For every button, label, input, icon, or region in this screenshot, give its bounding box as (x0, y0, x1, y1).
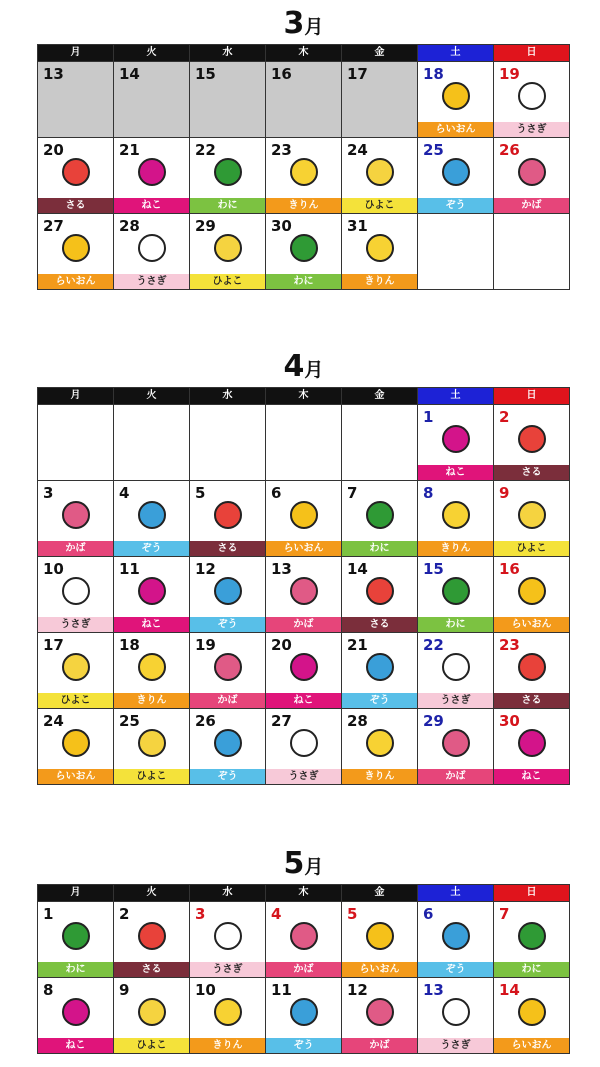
day-cell (38, 214, 114, 290)
animal-label: かば (38, 541, 113, 556)
day-cell (418, 709, 494, 785)
animal-label: わに (38, 962, 113, 977)
day-cell (114, 709, 190, 785)
weekday-header: 火 (114, 885, 190, 902)
day-cell (114, 62, 190, 138)
animal-label: かば (342, 1038, 417, 1053)
day-cell (38, 481, 114, 557)
monkey-icon (138, 922, 166, 950)
chick-icon (138, 729, 166, 757)
hippo-icon (518, 158, 546, 186)
weekday-header: 土 (418, 885, 494, 902)
day-cell (342, 481, 418, 557)
animal-label: かば (190, 693, 265, 708)
day-cell (266, 214, 342, 290)
animal-label: わに (494, 962, 569, 977)
day-cell (38, 978, 114, 1054)
day-cell (418, 902, 494, 978)
crocodile-icon (442, 577, 470, 605)
month-unit: 月 (304, 856, 324, 878)
rabbit-icon (62, 577, 90, 605)
day-cell (266, 557, 342, 633)
day-number: 17 (43, 636, 64, 654)
month-title (37, 844, 570, 884)
day-number: 8 (43, 981, 54, 999)
animal-label: ぞう (190, 769, 265, 784)
day-number: 4 (271, 905, 282, 923)
day-cell (190, 481, 266, 557)
day-cell (38, 709, 114, 785)
calendar-march (37, 4, 570, 290)
day-cell (190, 633, 266, 709)
chick-icon (366, 158, 394, 186)
monkey-icon (214, 501, 242, 529)
day-cell (114, 557, 190, 633)
empty-day-cell (266, 405, 342, 481)
monkey-icon (62, 158, 90, 186)
day-number: 14 (119, 65, 140, 83)
animal-label: らいおん (418, 122, 493, 137)
day-cell (418, 62, 494, 138)
chick-icon (214, 234, 242, 262)
animal-label: ぞう (418, 962, 493, 977)
cat-icon (442, 425, 470, 453)
day-cell (494, 138, 570, 214)
day-cell (114, 481, 190, 557)
day-cell (38, 62, 114, 138)
crocodile-icon (214, 158, 242, 186)
day-cell (266, 62, 342, 138)
animal-label: らいおん (342, 962, 417, 977)
day-number: 1 (43, 905, 54, 923)
animal-label: わに (342, 541, 417, 556)
giraffe-icon (214, 998, 242, 1026)
day-cell (494, 557, 570, 633)
day-cell (418, 978, 494, 1054)
day-cell (190, 902, 266, 978)
day-number: 10 (43, 560, 64, 578)
animal-label: わに (266, 274, 341, 289)
day-cell (418, 557, 494, 633)
day-cell (114, 633, 190, 709)
animal-label: ぞう (266, 1038, 341, 1053)
day-cell (342, 902, 418, 978)
animal-label: きりん (190, 1038, 265, 1053)
day-cell (494, 481, 570, 557)
rabbit-icon (214, 922, 242, 950)
weekday-header: 水 (190, 388, 266, 405)
day-cell (342, 138, 418, 214)
weekday-header: 火 (114, 388, 190, 405)
elephant-icon (138, 501, 166, 529)
giraffe-icon (366, 729, 394, 757)
day-number: 26 (499, 141, 520, 159)
day-cell (38, 633, 114, 709)
crocodile-icon (290, 234, 318, 262)
calendar-grid (37, 884, 570, 1054)
day-number: 15 (195, 65, 216, 83)
elephant-icon (366, 653, 394, 681)
cat-icon (138, 577, 166, 605)
weekday-header: 日 (494, 885, 570, 902)
month-number: 3 (283, 6, 305, 41)
month-number: 4 (283, 349, 305, 384)
empty-day-cell (494, 214, 570, 290)
day-number: 18 (119, 636, 140, 654)
day-number: 19 (195, 636, 216, 654)
lion-icon (62, 234, 90, 262)
animal-label: らいおん (266, 541, 341, 556)
month-unit: 月 (304, 359, 324, 381)
crocodile-icon (62, 922, 90, 950)
animal-label: きりん (418, 541, 493, 556)
weekday-header: 金 (342, 388, 418, 405)
weekday-header: 水 (190, 45, 266, 62)
animal-label: かば (266, 617, 341, 632)
day-number: 16 (271, 65, 292, 83)
animal-label: さる (494, 465, 569, 480)
chick-icon (518, 501, 546, 529)
day-number: 21 (347, 636, 368, 654)
day-number: 7 (499, 905, 510, 923)
giraffe-icon (290, 158, 318, 186)
weekday-header: 日 (494, 45, 570, 62)
animal-label: きりん (342, 769, 417, 784)
day-number: 24 (43, 712, 64, 730)
empty-day-cell (190, 405, 266, 481)
day-number: 9 (119, 981, 130, 999)
animal-label: きりん (342, 274, 417, 289)
calendar-grid (37, 387, 570, 785)
day-number: 21 (119, 141, 140, 159)
day-number: 22 (195, 141, 216, 159)
cat-icon (518, 729, 546, 757)
weekday-header: 月 (38, 388, 114, 405)
hippo-icon (442, 729, 470, 757)
day-number: 3 (43, 484, 54, 502)
day-cell (266, 709, 342, 785)
day-cell (418, 405, 494, 481)
hippo-icon (290, 577, 318, 605)
day-cell (190, 709, 266, 785)
animal-label: ひよこ (190, 274, 265, 289)
day-cell (418, 138, 494, 214)
animal-label: ねこ (38, 1038, 113, 1053)
day-number: 29 (423, 712, 444, 730)
weekday-header: 土 (418, 388, 494, 405)
rabbit-icon (138, 234, 166, 262)
day-cell (494, 62, 570, 138)
day-cell (342, 633, 418, 709)
day-number: 5 (195, 484, 206, 502)
animal-label: ねこ (494, 769, 569, 784)
day-number: 12 (347, 981, 368, 999)
rabbit-icon (442, 653, 470, 681)
animal-label: さる (342, 617, 417, 632)
animal-label: さる (114, 962, 189, 977)
weekday-header: 土 (418, 45, 494, 62)
day-number: 27 (271, 712, 292, 730)
day-cell (342, 709, 418, 785)
day-cell (418, 633, 494, 709)
day-cell (266, 978, 342, 1054)
hippo-icon (62, 501, 90, 529)
weekday-header: 木 (266, 45, 342, 62)
animal-label: かば (418, 769, 493, 784)
day-number: 13 (43, 65, 64, 83)
rabbit-icon (442, 998, 470, 1026)
day-number: 4 (119, 484, 130, 502)
cat-icon (138, 158, 166, 186)
giraffe-icon (138, 653, 166, 681)
animal-label: ねこ (114, 198, 189, 213)
animal-label: うさぎ (38, 617, 113, 632)
day-number: 7 (347, 484, 358, 502)
day-cell (342, 214, 418, 290)
day-number: 9 (499, 484, 510, 502)
month-unit: 月 (304, 16, 324, 38)
animal-label: さる (190, 541, 265, 556)
day-number: 31 (347, 217, 368, 235)
month-number: 5 (283, 846, 305, 881)
day-cell (266, 902, 342, 978)
elephant-icon (442, 158, 470, 186)
animal-label: うさぎ (114, 274, 189, 289)
weekday-header: 金 (342, 45, 418, 62)
animal-label: かば (266, 962, 341, 977)
day-number: 23 (499, 636, 520, 654)
day-number: 1 (423, 408, 434, 426)
calendar-may (37, 844, 570, 1054)
day-cell (342, 978, 418, 1054)
lion-icon (62, 729, 90, 757)
animal-label: ねこ (418, 465, 493, 480)
animal-label: きりん (266, 198, 341, 213)
day-number: 28 (347, 712, 368, 730)
day-cell (114, 214, 190, 290)
day-number: 24 (347, 141, 368, 159)
animal-label: うさぎ (418, 693, 493, 708)
day-number: 5 (347, 905, 358, 923)
day-cell (494, 405, 570, 481)
chick-icon (138, 998, 166, 1026)
hippo-icon (214, 653, 242, 681)
lion-icon (366, 922, 394, 950)
day-number: 2 (119, 905, 130, 923)
monkey-icon (518, 425, 546, 453)
day-cell (114, 902, 190, 978)
day-number: 6 (423, 905, 434, 923)
weekday-header: 金 (342, 885, 418, 902)
day-number: 22 (423, 636, 444, 654)
day-number: 25 (423, 141, 444, 159)
weekday-header: 木 (266, 388, 342, 405)
day-number: 19 (499, 65, 520, 83)
month-title (37, 347, 570, 387)
day-number: 26 (195, 712, 216, 730)
giraffe-icon (366, 234, 394, 262)
day-number: 30 (271, 217, 292, 235)
animal-label: ぞう (114, 541, 189, 556)
animal-label: うさぎ (190, 962, 265, 977)
day-cell (266, 481, 342, 557)
animal-label: ぞう (342, 693, 417, 708)
elephant-icon (214, 577, 242, 605)
day-number: 8 (423, 484, 434, 502)
empty-day-cell (418, 214, 494, 290)
day-cell (38, 138, 114, 214)
day-number: 20 (43, 141, 64, 159)
animal-label: ひよこ (114, 769, 189, 784)
day-number: 17 (347, 65, 368, 83)
day-number: 6 (271, 484, 282, 502)
lion-icon (442, 82, 470, 110)
day-cell (114, 138, 190, 214)
animal-label: さる (494, 693, 569, 708)
animal-label: ねこ (114, 617, 189, 632)
animal-label: ひよこ (494, 541, 569, 556)
lion-icon (518, 998, 546, 1026)
day-cell (38, 557, 114, 633)
empty-day-cell (114, 405, 190, 481)
animal-label: ぞう (418, 198, 493, 213)
day-number: 11 (271, 981, 292, 999)
lion-icon (290, 501, 318, 529)
weekday-header: 水 (190, 885, 266, 902)
rabbit-icon (518, 82, 546, 110)
animal-label: うさぎ (494, 122, 569, 137)
weekday-header: 火 (114, 45, 190, 62)
weekday-header: 木 (266, 885, 342, 902)
animal-label: わに (190, 198, 265, 213)
day-cell (190, 557, 266, 633)
day-number: 20 (271, 636, 292, 654)
animal-label: らいおん (494, 617, 569, 632)
day-cell (190, 62, 266, 138)
day-number: 14 (499, 981, 520, 999)
elephant-icon (442, 922, 470, 950)
empty-day-cell (342, 405, 418, 481)
month-title (37, 4, 570, 44)
day-cell (38, 902, 114, 978)
day-number: 10 (195, 981, 216, 999)
weekday-header: 日 (494, 388, 570, 405)
day-cell (494, 978, 570, 1054)
animal-label: らいおん (38, 769, 113, 784)
day-number: 18 (423, 65, 444, 83)
animal-label: ひよこ (114, 1038, 189, 1053)
animal-label: きりん (114, 693, 189, 708)
day-cell (342, 557, 418, 633)
day-cell (418, 481, 494, 557)
day-number: 13 (271, 560, 292, 578)
day-cell (342, 62, 418, 138)
day-number: 12 (195, 560, 216, 578)
rabbit-icon (290, 729, 318, 757)
crocodile-icon (366, 501, 394, 529)
day-cell (266, 633, 342, 709)
day-cell (494, 709, 570, 785)
day-number: 27 (43, 217, 64, 235)
animal-label: うさぎ (266, 769, 341, 784)
day-cell (190, 978, 266, 1054)
day-number: 3 (195, 905, 206, 923)
day-number: 23 (271, 141, 292, 159)
day-cell (266, 138, 342, 214)
day-number: 14 (347, 560, 368, 578)
animal-label: らいおん (494, 1038, 569, 1053)
animal-label: さる (38, 198, 113, 213)
empty-day-cell (38, 405, 114, 481)
animal-label: かば (494, 198, 569, 213)
chick-icon (62, 653, 90, 681)
animal-label: らいおん (38, 274, 113, 289)
day-cell (190, 138, 266, 214)
day-number: 30 (499, 712, 520, 730)
elephant-icon (214, 729, 242, 757)
lion-icon (518, 577, 546, 605)
elephant-icon (290, 998, 318, 1026)
day-cell (494, 633, 570, 709)
day-number: 28 (119, 217, 140, 235)
day-cell (494, 902, 570, 978)
day-number: 2 (499, 408, 510, 426)
hippo-icon (366, 998, 394, 1026)
giraffe-icon (442, 501, 470, 529)
day-number: 25 (119, 712, 140, 730)
animal-label: うさぎ (418, 1038, 493, 1053)
hippo-icon (290, 922, 318, 950)
day-number: 29 (195, 217, 216, 235)
day-number: 13 (423, 981, 444, 999)
monkey-icon (366, 577, 394, 605)
day-cell (114, 978, 190, 1054)
calendar-grid (37, 44, 570, 290)
weekday-header: 月 (38, 885, 114, 902)
crocodile-icon (518, 922, 546, 950)
animal-label: ねこ (266, 693, 341, 708)
weekday-header: 月 (38, 45, 114, 62)
day-number: 15 (423, 560, 444, 578)
calendar-april (37, 347, 570, 785)
day-number: 16 (499, 560, 520, 578)
monkey-icon (518, 653, 546, 681)
cat-icon (62, 998, 90, 1026)
animal-label: わに (418, 617, 493, 632)
animal-label: ひよこ (342, 198, 417, 213)
day-cell (190, 214, 266, 290)
animal-label: ぞう (190, 617, 265, 632)
animal-label: ひよこ (38, 693, 113, 708)
cat-icon (290, 653, 318, 681)
day-number: 11 (119, 560, 140, 578)
